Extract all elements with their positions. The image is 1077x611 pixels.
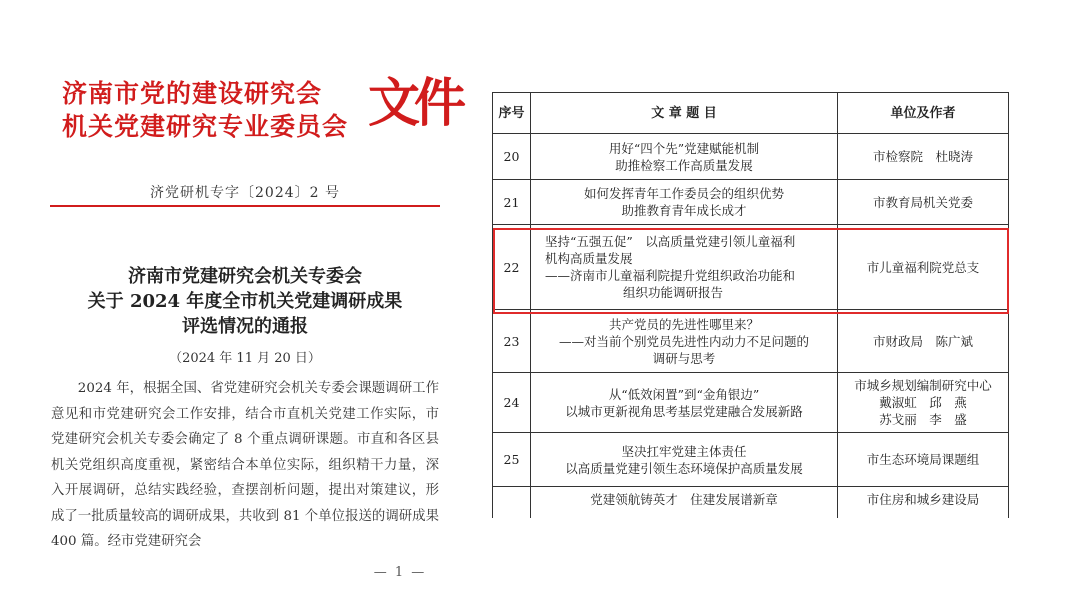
row-author	[838, 180, 1009, 225]
title-line: ——对当前个别党员先进性内动力不足问题的	[558, 333, 809, 349]
title-line: 坚持“五强五促” 以高质量党建引领儿童福利	[545, 234, 796, 249]
org-name-line2: 机关党建研究专业委员会	[62, 112, 349, 141]
table-header-row	[493, 93, 1009, 134]
results-table	[492, 92, 1009, 518]
title-line: 党建领航铸英才 住建发展谱新章	[590, 492, 778, 507]
author-line: 戴淑虹 邱 燕	[879, 395, 967, 410]
table-row	[493, 373, 1009, 433]
author-line: 市财政局 陈广斌	[872, 333, 973, 349]
title-line: 用好“四个先”党建赋能机制	[608, 140, 760, 156]
title-line: 调研与思考	[652, 350, 716, 366]
title-line: 机构高质量发展	[545, 251, 633, 266]
table-row	[493, 310, 1009, 373]
row-author	[838, 310, 1009, 373]
red-header	[62, 72, 461, 142]
row-author	[838, 225, 1009, 310]
row-no: 20	[493, 134, 531, 180]
results-table-container	[492, 92, 1009, 518]
row-no	[493, 487, 531, 519]
notice-title-line2: 关于 2024 年度全市机关党建调研成果	[87, 291, 403, 312]
row-no: 24	[493, 373, 531, 433]
row-title	[531, 310, 838, 373]
org-name-line1: 济南市党的建设研究会	[62, 79, 323, 108]
title-line: 组织功能调研报告	[623, 285, 724, 300]
title-line: 坚决扛牢党建主体责任	[621, 443, 747, 459]
author-line: 市生态环境局课题组	[866, 452, 980, 467]
row-no: 25	[493, 433, 531, 487]
header-author: 单位及作者	[838, 93, 1009, 134]
author-line: 市城乡规划编制研究中心	[854, 378, 992, 393]
table-row	[493, 134, 1009, 180]
author-line: 市儿童福利院党总支	[866, 259, 980, 275]
row-no: 23	[493, 310, 531, 373]
author-line: 市住房和城乡建设局	[866, 492, 980, 507]
row-title	[531, 225, 838, 310]
red-divider	[50, 205, 440, 207]
row-author	[838, 487, 1009, 519]
title-line: 以城市更新视角思考基层党建融合发展新路	[565, 403, 803, 419]
header-title: 文 章 题 目	[531, 93, 838, 134]
row-no: 21	[493, 180, 531, 225]
title-line: 从“低效闲置”到“金角银边”	[608, 386, 760, 402]
row-author	[838, 373, 1009, 433]
title-line: 如何发挥青年工作委员会的组织优势	[583, 186, 784, 201]
table-row	[493, 487, 1009, 519]
row-title	[531, 373, 838, 433]
notice-title-line1: 济南市党建研究会机关专委会	[128, 266, 362, 287]
title-line: 共产党员的先进性哪里来？	[608, 316, 759, 332]
page-number: — 1 —	[373, 565, 427, 580]
title-line: 以高质量党建引领生态环境保护高质量发展	[565, 460, 803, 476]
header-no: 序号	[493, 93, 531, 134]
table-row-highlighted	[493, 225, 1009, 310]
row-title	[531, 134, 838, 180]
row-title	[531, 487, 838, 519]
row-title	[531, 180, 838, 225]
row-author	[838, 433, 1009, 487]
author-line: 市检察院 杜晓涛	[872, 149, 973, 164]
table-row	[493, 433, 1009, 487]
doc-type-label: 文件	[368, 74, 461, 134]
title-line: 助推教育青年成长成才	[621, 203, 747, 218]
row-author	[838, 134, 1009, 180]
author-line: 市教育局机关党委	[872, 194, 973, 210]
row-no: 22	[493, 225, 531, 310]
author-line: 苏戈丽 李 盛	[879, 412, 967, 427]
document-page-left	[0, 0, 470, 611]
title-line: ——济南市儿童福利院提升党组织政治功能和	[545, 268, 796, 283]
notice-date: （2024 年 11 月 20 日）	[169, 351, 321, 366]
row-title	[531, 433, 838, 487]
notice-title-line3: 评选情况的通报	[182, 316, 308, 337]
table-row	[493, 180, 1009, 225]
title-line: 助推检察工作高质量发展	[615, 157, 753, 173]
body-paragraph: 2024 年，根据全国、省党建研究会机关专委会课题调研工作意见和市党建研究会工作安排，结合市直机关党建工作实际，市党建研究会机关专委会确定了 8 个重点调研课题。市直和各区县机关党组织高度重视，紧密结合本单位实际，组织精干力量，深入开展调研，总结实践经验，查摆剖析问题，提出对策建议，形成了一批质量较高的调研成果，共收到 81 个单位报送的调研成果 400 篇。经市党建研究会	[51, 381, 439, 549]
document-number: 济党研机专字〔2024〕2 号	[150, 185, 340, 201]
